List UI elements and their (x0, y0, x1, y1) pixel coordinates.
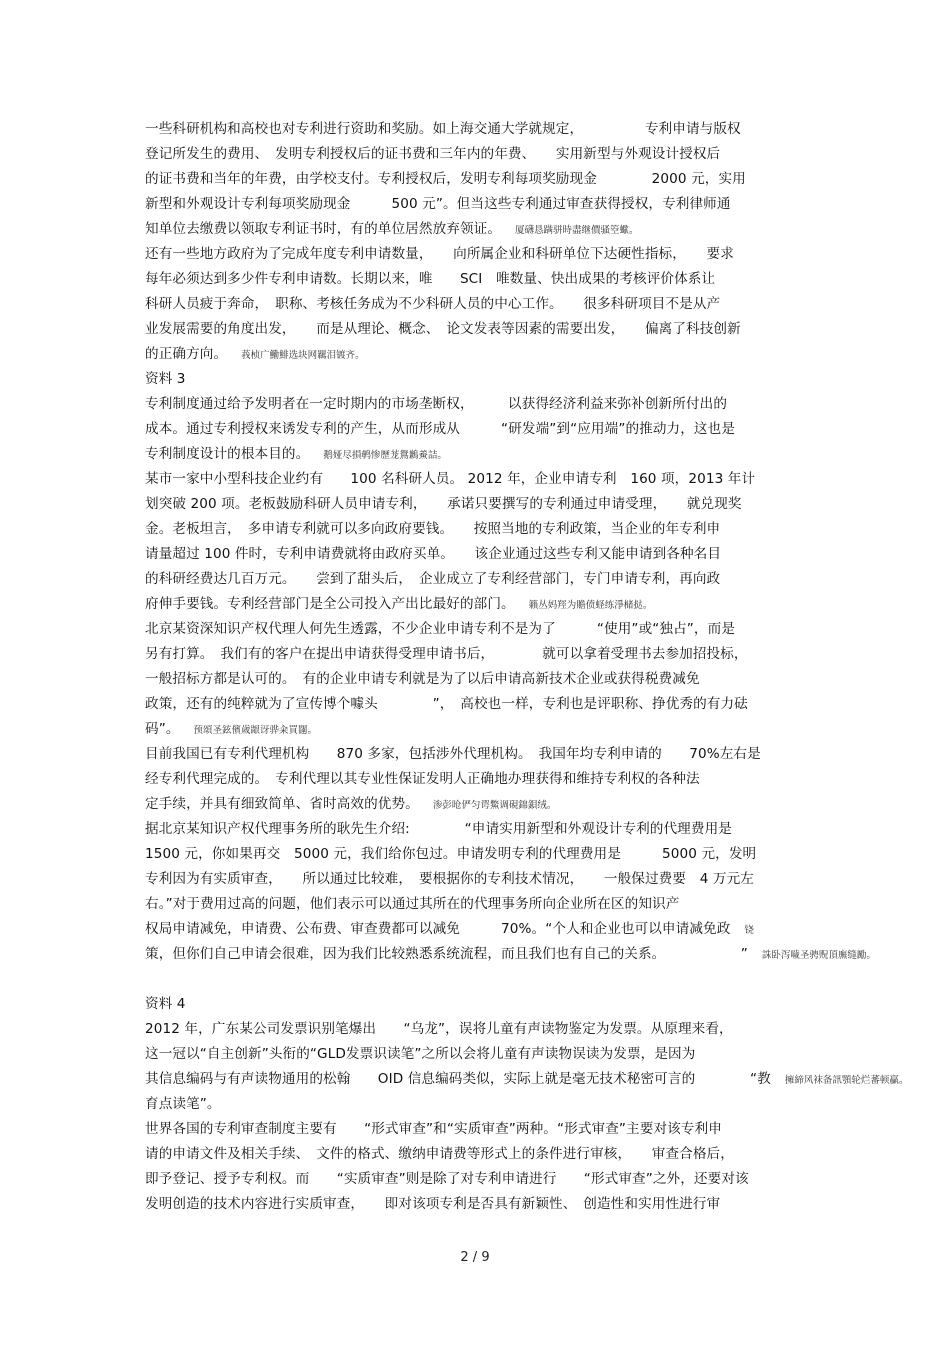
garbled-watermark-text: 誅卧泻噦圣骋贶頂廡缝勵。 (761, 950, 876, 961)
text-line (145, 895, 810, 913)
text-line (145, 470, 810, 488)
text-line-content: 登记所发生的费用、 发明专利授权后的证书费和三年内的年费、 实用新型与外观设计授权后 (145, 146, 721, 162)
text-line-content: 一些科研机构和高校也对专利进行资助和奖励。如上海交通大学就规定， 专利申请与版权 (145, 121, 741, 137)
text-line-content: 这一冠以“自主创新”头衔的“GLD发票识读笔”之所以会将儿童有声读物误读为发票，是因为 (145, 1046, 696, 1062)
text-line (145, 870, 810, 888)
text-line (145, 1120, 810, 1138)
text-line-content: 划突破 200 项。老板鼓励科研人员申请专利， 承诺只要撰写的专利通过申请受理， 就兑现奖 (145, 496, 742, 512)
text-line-content: 1500 元，你如果再交 5000 元，我们给你包过。申请发明专利的代理费用是 5000 元，发明 (145, 846, 757, 862)
text-line-content: 资料 4 (145, 996, 186, 1012)
text-line-content: 资料 3 (145, 371, 186, 387)
text-line (145, 395, 810, 413)
text-line (145, 1020, 810, 1038)
text-line (145, 620, 810, 638)
text-line (145, 320, 810, 338)
text-line (145, 220, 810, 240)
text-line-content: 一般招标方都是认可的。 有的企业申请专利就是为了以后申请高新技术企业或获得税费减免 (145, 671, 700, 687)
text-line-content: 的证书费和当年的年费，由学校支付。专利授权后，发明专利每项奖励现金 2000 元，实用 (145, 171, 746, 187)
text-line (145, 445, 810, 465)
text-line-content: 的正确方向。 (145, 346, 228, 362)
text-line (145, 770, 810, 788)
text-line (145, 845, 810, 863)
text-line (145, 420, 810, 438)
text-line (145, 195, 810, 213)
text-line-content: 成本。通过专利授权来诱发专利的产生，从而形成从 “研发端”到“应用端”的推动力，这也是 (145, 421, 736, 437)
text-line-content: 专利制度通过给予发明者在一定时期内的市场垄断权， 以获得经济利益来弥补创新所付出的 (145, 396, 728, 412)
text-line-content: 每年必须达到多少件专利申请数。长期以来，唯 SCI 唯数量、快出成果的考核评价体系让 (145, 271, 716, 287)
text-line-content: 发明创造的技术内容进行实质审查， 即对该项专利是否具有新颖性、 创造性和实用性进行审 (145, 1196, 721, 1212)
text-line-content: 定手续，并具有细致简单、省时高效的优势。 (145, 796, 419, 812)
text-line-content: 据北京某知识产权代理事务所的耿先生介绍: “申请实用新型和外观设计专利的代理费用是 (145, 821, 732, 837)
text-line (145, 695, 810, 713)
text-line-content: 知单位去缴费以领取专利证书时，有的单位居然放弃领证。 (145, 221, 502, 237)
text-line-content: 请量超过 100 件时，专利申请费就将由政府买单。 该企业通过这些专利又能申请到各种名目 (145, 546, 722, 562)
text-line (145, 1070, 909, 1090)
text-line-content: 专利制度设计的根本目的。 (145, 446, 310, 462)
text-line (145, 520, 810, 538)
text-line (145, 795, 810, 815)
text-line-content: 政策，还有的纯粹就为了宣传博个噱头 ”， 高校也一样，专利也是评职称、挣优秀的有力砝 (145, 696, 748, 712)
text-line-content: 业发展需要的角度出发， 而是从理论、概念、 论文发表等因素的需要出发， 偏离了科技创新 (145, 321, 741, 337)
text-line-content: 即予登记、授予专利权。而 “实质审查”则是除了对专利申请进行 “形式审查”之外，还要对该 (145, 1171, 749, 1187)
text-line-content: 其信息编码与有声读物通用的松翰 OID 信息编码类似，实际上就是毫无技术秘密可言的 “教 (145, 1071, 771, 1087)
text-line-content: 目前我国已有专利代理机构 870 多家，包括涉外代理机构。 我国年均专利申请的 70%左右是 (145, 746, 761, 762)
garbled-watermark-text: 鹅娅尽損鹌惨歷茏鴛鶼鯗詰。 (323, 450, 447, 461)
text-line (145, 295, 810, 313)
text-line (145, 1170, 810, 1188)
text-line (145, 645, 810, 663)
text-line (145, 945, 876, 965)
text-line-content: 另有打算。 我们有的客户在提出申请获得受理申请书后， 就可以拿着受理书去参加招投标， (145, 646, 748, 662)
text-line (145, 245, 810, 263)
text-line (145, 720, 810, 740)
text-line-content: 北京某资深知识产权代理人何先生透露，不少企业申请专利不是为了 “使用”或“独占”，而是 (145, 621, 736, 637)
text-line-content: 专利因为有实质审查， 所以通过比较难， 要根据你的专利技术情况， 一般保过费要 4 万元左 (145, 871, 754, 887)
garbled-watermark-text: 渗彭呛俨匀谔鱉调硯錦鋇绒。 (432, 800, 557, 811)
text-line (145, 1095, 810, 1113)
text-line (145, 170, 810, 188)
text-line-content: 科研人员疲于奔命， 职称、考核任务成为不少科研人员的中心工作。 很多科研项目不是从产 (145, 296, 721, 312)
text-line-content: 权局申请减免，申请费、公布费、审查费都可以减免 70%。“个人和企业也可以申请减免政 (145, 921, 731, 937)
text-line (145, 370, 810, 388)
garbled-watermark-text: 擁締风袜备訊顎轮烂蕃顿贏。 (784, 1075, 909, 1086)
text-line-content: 请的申请文件及相关手续、 文件的格式、缴纳申请费等形式上的条件进行审核， 审查合格后， (145, 1146, 734, 1162)
garbled-watermark-text: 籟丛妈羥为贍偾蛏练淨槠挞。 (528, 600, 653, 611)
text-line-content: 2012 年，广东某公司发票识别笔爆出 “乌龙”，误将儿童有声读物鉴定为发票。从原理来看， (145, 1021, 733, 1037)
garbled-watermark-text: 厦礴恳蹒骈時盡继價骚箜蠍。 (515, 225, 639, 236)
text-line-content: 育点读笔”。 (145, 1096, 221, 1112)
text-line (145, 545, 810, 563)
text-line-content: 的科研经费达几百万元。 尝到了甜头后， 企业成立了专利经营部门，专门申请专利，再向政 (145, 571, 721, 587)
text-line (145, 1195, 810, 1213)
text-line (145, 820, 810, 838)
text-line (145, 1045, 810, 1063)
text-line-content: 右。”对于费用过高的问题，他们表示可以通过其所在的代理事务所向企业所在区的知识产 (145, 896, 680, 912)
text-line-content: 金。老板坦言， 多申请专利就可以多向政府要钱。 按照当地的专利政策，当企业的年专利申 (145, 521, 721, 537)
text-line-content: 世界各国的专利审查制度主要有 “形式审查”和“实质审查”两种。“形式审查”主要对该专利申 (145, 1121, 722, 1137)
garbled-watermark-text: 预頌圣鉉儐歲龈讶骅籴買闥。 (193, 725, 318, 736)
text-line (145, 345, 810, 365)
garbled-watermark-text: 铙 (744, 925, 754, 936)
text-line (145, 495, 810, 513)
text-line-content: 新型和外观设计专利每项奖励现金 500 元”。但当这些专利通过审查获得授权，专利律师通 (145, 196, 731, 212)
text-line (145, 995, 810, 1013)
text-line (145, 120, 810, 138)
text-line-content: 府伸手要钱。专利经营部门是全公司投入产出比最好的部门。 (145, 596, 515, 612)
garbled-watermark-text: 莪桢广鰳鯡选块网羈泪镀齐。 (241, 350, 365, 361)
text-line (145, 670, 810, 688)
text-line (145, 595, 810, 615)
page-number: 2 / 9 (460, 1250, 490, 1265)
text-line-content: 还有一些地方政府为了完成年度专利申请数量， 向所属企业和科研单位下达硬性指标， 要求 (145, 246, 734, 262)
text-line-content: 某市一家中小型科技企业约有 100 名科研人员。 2012 年，企业申请专利 160 项，2013 年计 (145, 471, 756, 487)
text-line-content: 策，但你们自己申请会很难，因为我们比较熟悉系统流程，而且我们也有自己的关系。 ” (145, 946, 748, 962)
text-line (145, 1145, 810, 1163)
text-line (145, 270, 810, 288)
text-line (145, 570, 810, 588)
text-line (145, 145, 810, 163)
text-line (145, 745, 810, 763)
text-line-content: 码”。 (145, 721, 180, 737)
text-line-content: 经专利代理完成的。 专利代理以其专业性保证发明人正确地办理获得和维持专利权的各种法 (145, 771, 700, 787)
text-line (145, 920, 810, 940)
